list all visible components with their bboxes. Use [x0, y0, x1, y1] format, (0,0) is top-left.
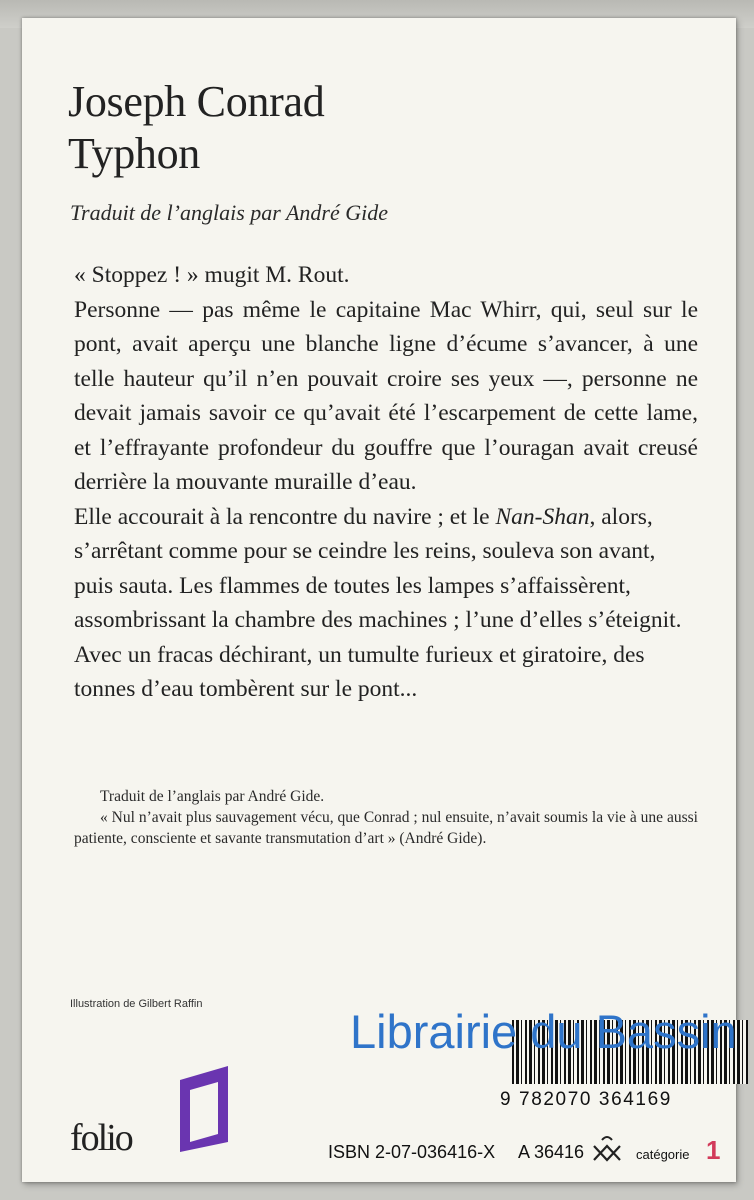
barcode-number: 9 782070 364169: [500, 1089, 672, 1110]
author-name: Joseph Conrad: [68, 77, 325, 126]
illustration-credit: Illustration de Gilbert Raffin: [70, 998, 203, 1010]
bookshop-watermark: Librairie du Bassin: [350, 1005, 737, 1058]
excerpt-paragraph-3-end: , alors, s’arrêtant comme pour se ceindre les reins, souleva son avant, puis sauta. Les flammes de toutes les lampes s’affaissèrent, assombrissant la chambre des machines ; l’une d’elles s’éteignit. Avec un fracas déchirant, un tumulte furieux et giratoire, des tonnes d’eau tombèrent sur le pont...: [74, 503, 682, 702]
excerpt-paragraph-1: « Stoppez ! » mugit M. Rout.: [74, 262, 350, 288]
category-label: catégorie: [636, 1147, 690, 1162]
book-title: Typhon: [68, 129, 201, 178]
translator-line: Traduit de l’anglais par André Gide: [70, 200, 388, 225]
folio-logo: folio: [70, 1117, 132, 1159]
category-number: 1: [706, 1135, 721, 1165]
excerpt-paragraph-3-start: Elle accourait à la rencontre du navire ; et le: [74, 503, 496, 530]
blurb: [74, 786, 698, 849]
ship-name: Nan-Shan: [495, 503, 590, 530]
excerpt-text: [74, 258, 698, 707]
folio-emblem-icon: [588, 1132, 626, 1166]
folio-frame-icon: [166, 1058, 244, 1158]
blurb-quote: « Nul n’avait plus sauvagement vécu, que Conrad ; nul ensuite, n’avait soumis la vie à une aussi patiente, consciente et savante transmutation d’art » (André Gide).: [74, 809, 698, 847]
catalog-code: A 36416: [518, 1142, 585, 1162]
excerpt-paragraph-3: [74, 500, 698, 707]
excerpt-paragraph-2: Personne — pas même le capitaine Mac Whirr, qui, seul sur le pont, avait aperçu une blanche ligne d’écume s’avancer, à une telle hauteur qu’il n’en pouvait croire ses yeux —, personne ne devait jamais savoir ce qu’avait été l’escarpement de cette lame, et l’effrayante profondeur du gouffre que l’ouragan avait creusé derrière la mouvante muraille d’eau.: [74, 296, 698, 495]
isbn: ISBN 2-07-036416-X: [328, 1142, 496, 1162]
blurb-translator: Traduit de l’anglais par André Gide.: [100, 788, 325, 805]
book-back-cover: [22, 18, 736, 1182]
